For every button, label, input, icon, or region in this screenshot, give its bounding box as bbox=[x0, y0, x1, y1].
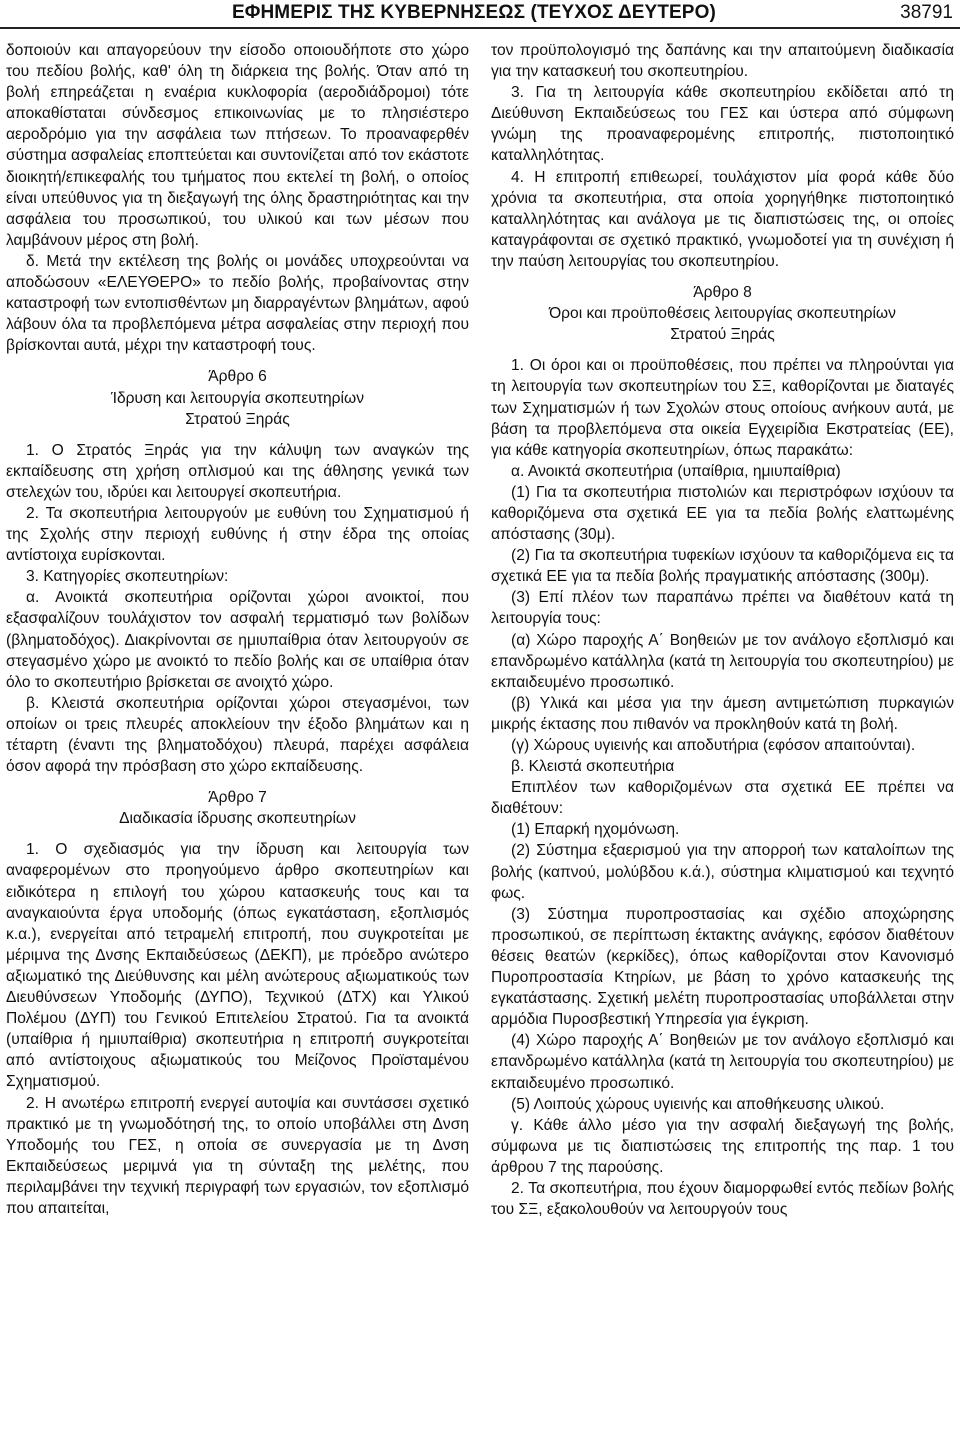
paragraph: τον προϋπολογισμό της δαπάνης και την απαιτούμενη διαδικασία για την κατασκευή του σκοπευτηρίου. bbox=[491, 42, 954, 81]
paragraph: (1) Επαρκή ηχομόνωση. bbox=[511, 821, 680, 839]
article-number: Άρθρο 6 bbox=[208, 368, 267, 386]
article-title: Διαδικασία ίδρυσης σκοπευτηρίων bbox=[119, 810, 356, 828]
right-column bbox=[491, 40, 954, 1220]
paragraph: 3. Για τη λειτουργία κάθε σκοπευτηρίου εκδίδεται από τη Διεύθυνση Εκπαιδεύσεως του ΓΕΣ και ύστερα από σύμφωνη γνώμη της προαναφερομένης επιτροπής, πιστοποιητικό καταλληλότητας. bbox=[491, 84, 954, 165]
paragraph: 3. Κατηγορίες σκοπευτηρίων: bbox=[26, 568, 229, 586]
article-title: Όροι και προϋποθέσεις λειτουργίας σκοπευτηρίων bbox=[549, 305, 896, 323]
paragraph: 1. Ο Στρατός Ξηράς για την κάλυψη των αναγκών της εκπαίδευσης στη χρήση οπλισμού και της άθλησης γενικά των στελεχών του, ιδρύει και λειτουργεί σκοπευτήρια. bbox=[6, 441, 469, 501]
paragraph: 4. Η επιτροπή επιθεωρεί, τουλάχιστον μία φορά κάθε δύο χρόνια τα σκοπευτήρια, στα οποία χορηγήθηκε πιστοποιητικό καταλληλότητας και ανάλογα με τις διαπιστώσεις της, οι οποίες καταγράφονται σε σχετικό πρακτικό, γνωμοδοτεί για τη συνέχιση ή την παύση λειτουργίας του σκοπευτηρίου. bbox=[491, 168, 954, 270]
paragraph: δοποιούν και απαγορεύουν την είσοδο οποιουδήποτε στο χώρο του πεδίου βολής, καθ' όλη τη διάρκεια της βολής. Όταν από τη βολή επηρεάζεται η εναέρια κυκλοφορία (αεροδιάδρομοι) τότε αποκαθίσταται σύνδεσμος επικοινωνίας με το πλησιέστερο αεροδρόμιο για την ασφάλεια των πτήσεων. Το προαναφερθέν σύστημα ασφαλείας εποπτεύεται και συντονίζεται από τον εκάστοτε διοικητή/επικεφαλής του τμήματος που εκτελεί τη βολή, ο οποίος είναι υπεύθυνος για τη διεξαγωγή της όλης δραστηριότητας και την ασφάλεια του προσωπικού, του υλικού και των μέσων που λαμβάνουν μέρος στη βολή. bbox=[6, 42, 469, 249]
paragraph: α. Ανοικτά σκοπευτήρια ορίζονται χώροι ανοικτοί, που εξασφαλίζουν τουλάχιστον τον ασφαλή τερματισμό των βολίδων (βληματοδόχος). Διακρίνονται σε ημιυπαίθρια όταν λειτουργούν σε στεγασμένο χώρο με ανοικτό το πεδίο βολής και σε υπαίθρια όταν όλο το σκοπευτήριο βρίσκεται σε ανοιχτό χώρο. bbox=[6, 589, 469, 691]
article-title: Στρατού Ξηράς bbox=[185, 410, 290, 428]
paragraph: (1) Για τα σκοπευτήρια πιστολιών και περιστρόφων ισχύουν τα καθοριζόμενα στα σχετικά ΕΕ για τα πεδία βολής ελαττωμένης απόστασης (30μ). bbox=[491, 483, 954, 544]
article-number: Άρθρο 8 bbox=[693, 284, 752, 302]
paragraph: (3) Σύστημα πυροπροστασίας και σχέδιο αποχώρησης προσωπικού, σε περίπτωση έκτακτης ανάγκης, εφόσον διαθέτουν θέσεις θεατών (κερκίδες), όπως καθορίζονται στον Κανονισμό Πυροπροστασία Κτηρίων, με βάση το χρόνο κατασκευής της εγκατάστασης. Σχετική μελέτη πυροπροστασίας υποβάλλεται στην αρμόδια Πυροσβεστική Υπηρεσία για έγκριση. bbox=[491, 905, 954, 1029]
article-6-heading bbox=[6, 366, 469, 429]
paragraph: 2. Η ανωτέρω επιτροπή ενεργεί αυτοψία και συντάσσει σχετικό πρακτικό με τη γνωμοδότησή της, το οποίο υποβάλλει στη Δνση Υποδομής του ΓΕΣ, η οποία σε συνεργασία με τη Δνση Εκπαιδεύσεως μεριμνά για τη σύνταξη της μελέτης, που περιλαμβάνει την τεχνική περιγραφή των εργασιών, τον εξοπλισμό που απαιτείται, bbox=[6, 1094, 469, 1217]
article-7-heading bbox=[6, 787, 469, 829]
paragraph: 1. Οι όροι και οι προϋποθέσεις, που πρέπει να πληρούνται για τη λειτουργία των σκοπευτηρίων του ΣΞ, καθορίζονται με διαταγές των Σχηματισμών ή των Σχολών στους οποίους ανήκουν αυτά, με βάση τα προβλεπόμενα στα οικεία Εγχειρίδια Εκστρατείας (ΕΕ), για κάθε κατηγορία σκοπευτηρίων, όπως παρακάτω: bbox=[491, 357, 954, 459]
paragraph: (3) Επί πλέον των παραπάνω πρέπει να διαθέτουν κατά τη λειτουργία τους: bbox=[491, 589, 954, 628]
gazette-title: ΕΦΗΜΕΡΙΣ ΤΗΣ ΚΥΒΕΡΝΗΣΕΩΣ (ΤΕΥΧΟΣ ΔΕΥΤΕΡΟ) bbox=[232, 2, 716, 23]
paragraph: (α) Χώρο παροχής Α΄ Βοηθειών με τον ανάλογο εξοπλισμό και επανδρωμένο κατάλληλα (κατά τη λειτουργία του σκοπευτηρίου) με εκπαιδευμένο προσωπικό. bbox=[491, 631, 954, 691]
article-number: Άρθρο 7 bbox=[208, 789, 267, 807]
paragraph: (2) Σύστημα εξαερισμού για την απορροή των καταλοίπων της βολής (καπνού, μολύβδου κ.ά.), σύστημα κλιματισμού και τεχνητό φως. bbox=[491, 842, 954, 902]
paragraph: β. Κλειστά σκοπευτήρια bbox=[511, 758, 675, 776]
paragraph: β. Κλειστά σκοπευτήρια ορίζονται χώροι στεγασμένοι, των οποίων οι τρεις πλευρές αποκλείουν την έξοδο βλημάτων και η τέταρτη (έναντι της βληματοδόχου) πλευρά, παρέχει ασφάλεια όσον αφορά την πρόσβαση στο χώρο εκπαίδευσης. bbox=[6, 694, 469, 776]
left-column bbox=[6, 40, 469, 1219]
paragraph: γ. Κάθε άλλο μέσο για την ασφαλή διεξαγωγή της βολής, σύμφωνα με τις διαπιστώσεις της επιτροπής της παρ. 1 του άρθρου 7 της παρούσης. bbox=[491, 1116, 954, 1176]
page-number: 38791 bbox=[900, 2, 953, 23]
paragraph: (4) Χώρο παροχής Α΄ Βοηθειών με τον ανάλογο εξοπλισμό και επανδρωμένο κατάλληλα (κατά τη λειτουργία του σκοπευτηρίου) με εκπαιδευμένο προσωπικό. bbox=[491, 1032, 954, 1092]
paragraph: (γ) Χώρους υγιεινής και αποδυτήρια (εφόσον απαιτούνται). bbox=[511, 737, 916, 754]
page-header bbox=[0, 0, 960, 30]
article-8-heading bbox=[491, 282, 954, 345]
paragraph: (5) Λοιπούς χώρους υγιεινής και αποθήκευσης υλικού. bbox=[511, 1095, 885, 1113]
paragraph: α. Ανοικτά σκοπευτήρια (υπαίθρια, ημιυπαίθρια) bbox=[511, 462, 841, 480]
paragraph: Επιπλέον των καθοριζομένων στα σχετικά ΕΕ πρέπει να διαθέτουν: bbox=[491, 779, 954, 818]
paragraph: δ. Μετά την εκτέλεση της βολής οι μονάδες υποχρεούνται να αποδώσουν «ΕΛΕΥΘΕΡΟ» το πεδίο βολής, προβαίνοντας στην καταστροφή των εντοπισθέντων μη διαρραγέντων βλημάτων, αφού λάβουν όλα τα προβλεπόμενα μέτρα ασφαλείας στην περιοχή που βρίσκονται αυτά, μέχρι την καταστροφή τους. bbox=[6, 252, 469, 355]
header-rule bbox=[0, 27, 960, 29]
paragraph: (β) Υλικά και μέσα για την άμεση αντιμετώπιση πυρκαγιών μικρής έκτασης που πιθανόν να προκληθούν κατά τη βολή. bbox=[491, 694, 954, 733]
paragraph: 2. Τα σκοπευτήρια, που έχουν διαμορφωθεί εντός πεδίων βολής του ΣΞ, εξακολουθούν να λειτουργούν τους bbox=[491, 1179, 954, 1219]
article-title: Στρατού Ξηράς bbox=[670, 326, 775, 344]
paragraph: (2) Για τα σκοπευτήρια τυφεκίων ισχύουν τα καθοριζόμενα εις τα σχετικά ΕΕ για τα πεδία βολής πραγματικής απόστασης (300μ). bbox=[491, 547, 954, 586]
paragraph: 2. Τα σκοπευτήρια λειτουργούν με ευθύνη του Σχηματισμού ή της Σχολής στην περιοχή ευθύνης ή στην έδρα της οποίας αντίστοιχα ευρίσκονται. bbox=[6, 504, 469, 565]
paragraph: 1. Ο σχεδιασμός για την ίδρυση και λειτουργία των αναφερομένων στο προηγούμενο άρθρο σκοπευτηρίων και ειδικότερα η επιλογή του χώρου κατασκευής τους και τα αναγκαιούντα έργα υποδομής (όπως εγκατάσταση, εξοπλισμός κ.α.), ενεργείται από τετραμελή επιτροπή, που συγκροτείται με μέριμνα της Δνσης Εκπαιδεύσεως (ΔΕΚΠ), με πρόεδρο ανώτερο αξιωματικό της Διεύθυνσης και μέλη ανώτερους αξιωματικούς των Διευθύνσεων Υποδομής (ΔΥΠΟ), Τεχνικού (ΔΤΧ) και Υλικού Πολέμου (ΔΥΠ) του Γενικού Επιτελείου Στρατού. Για τα ανοικτά (υπαίθρια ή ημιυπαίθρια) σκοπευτήρια η επιτροπή συγκροτείται από αντίστοιχους αξιωματικούς του Μείζονος Προϊσταμένου Σχηματισμού. bbox=[6, 841, 469, 1091]
article-title: Ίδρυση και λειτουργία σκοπευτηρίων bbox=[110, 389, 364, 407]
